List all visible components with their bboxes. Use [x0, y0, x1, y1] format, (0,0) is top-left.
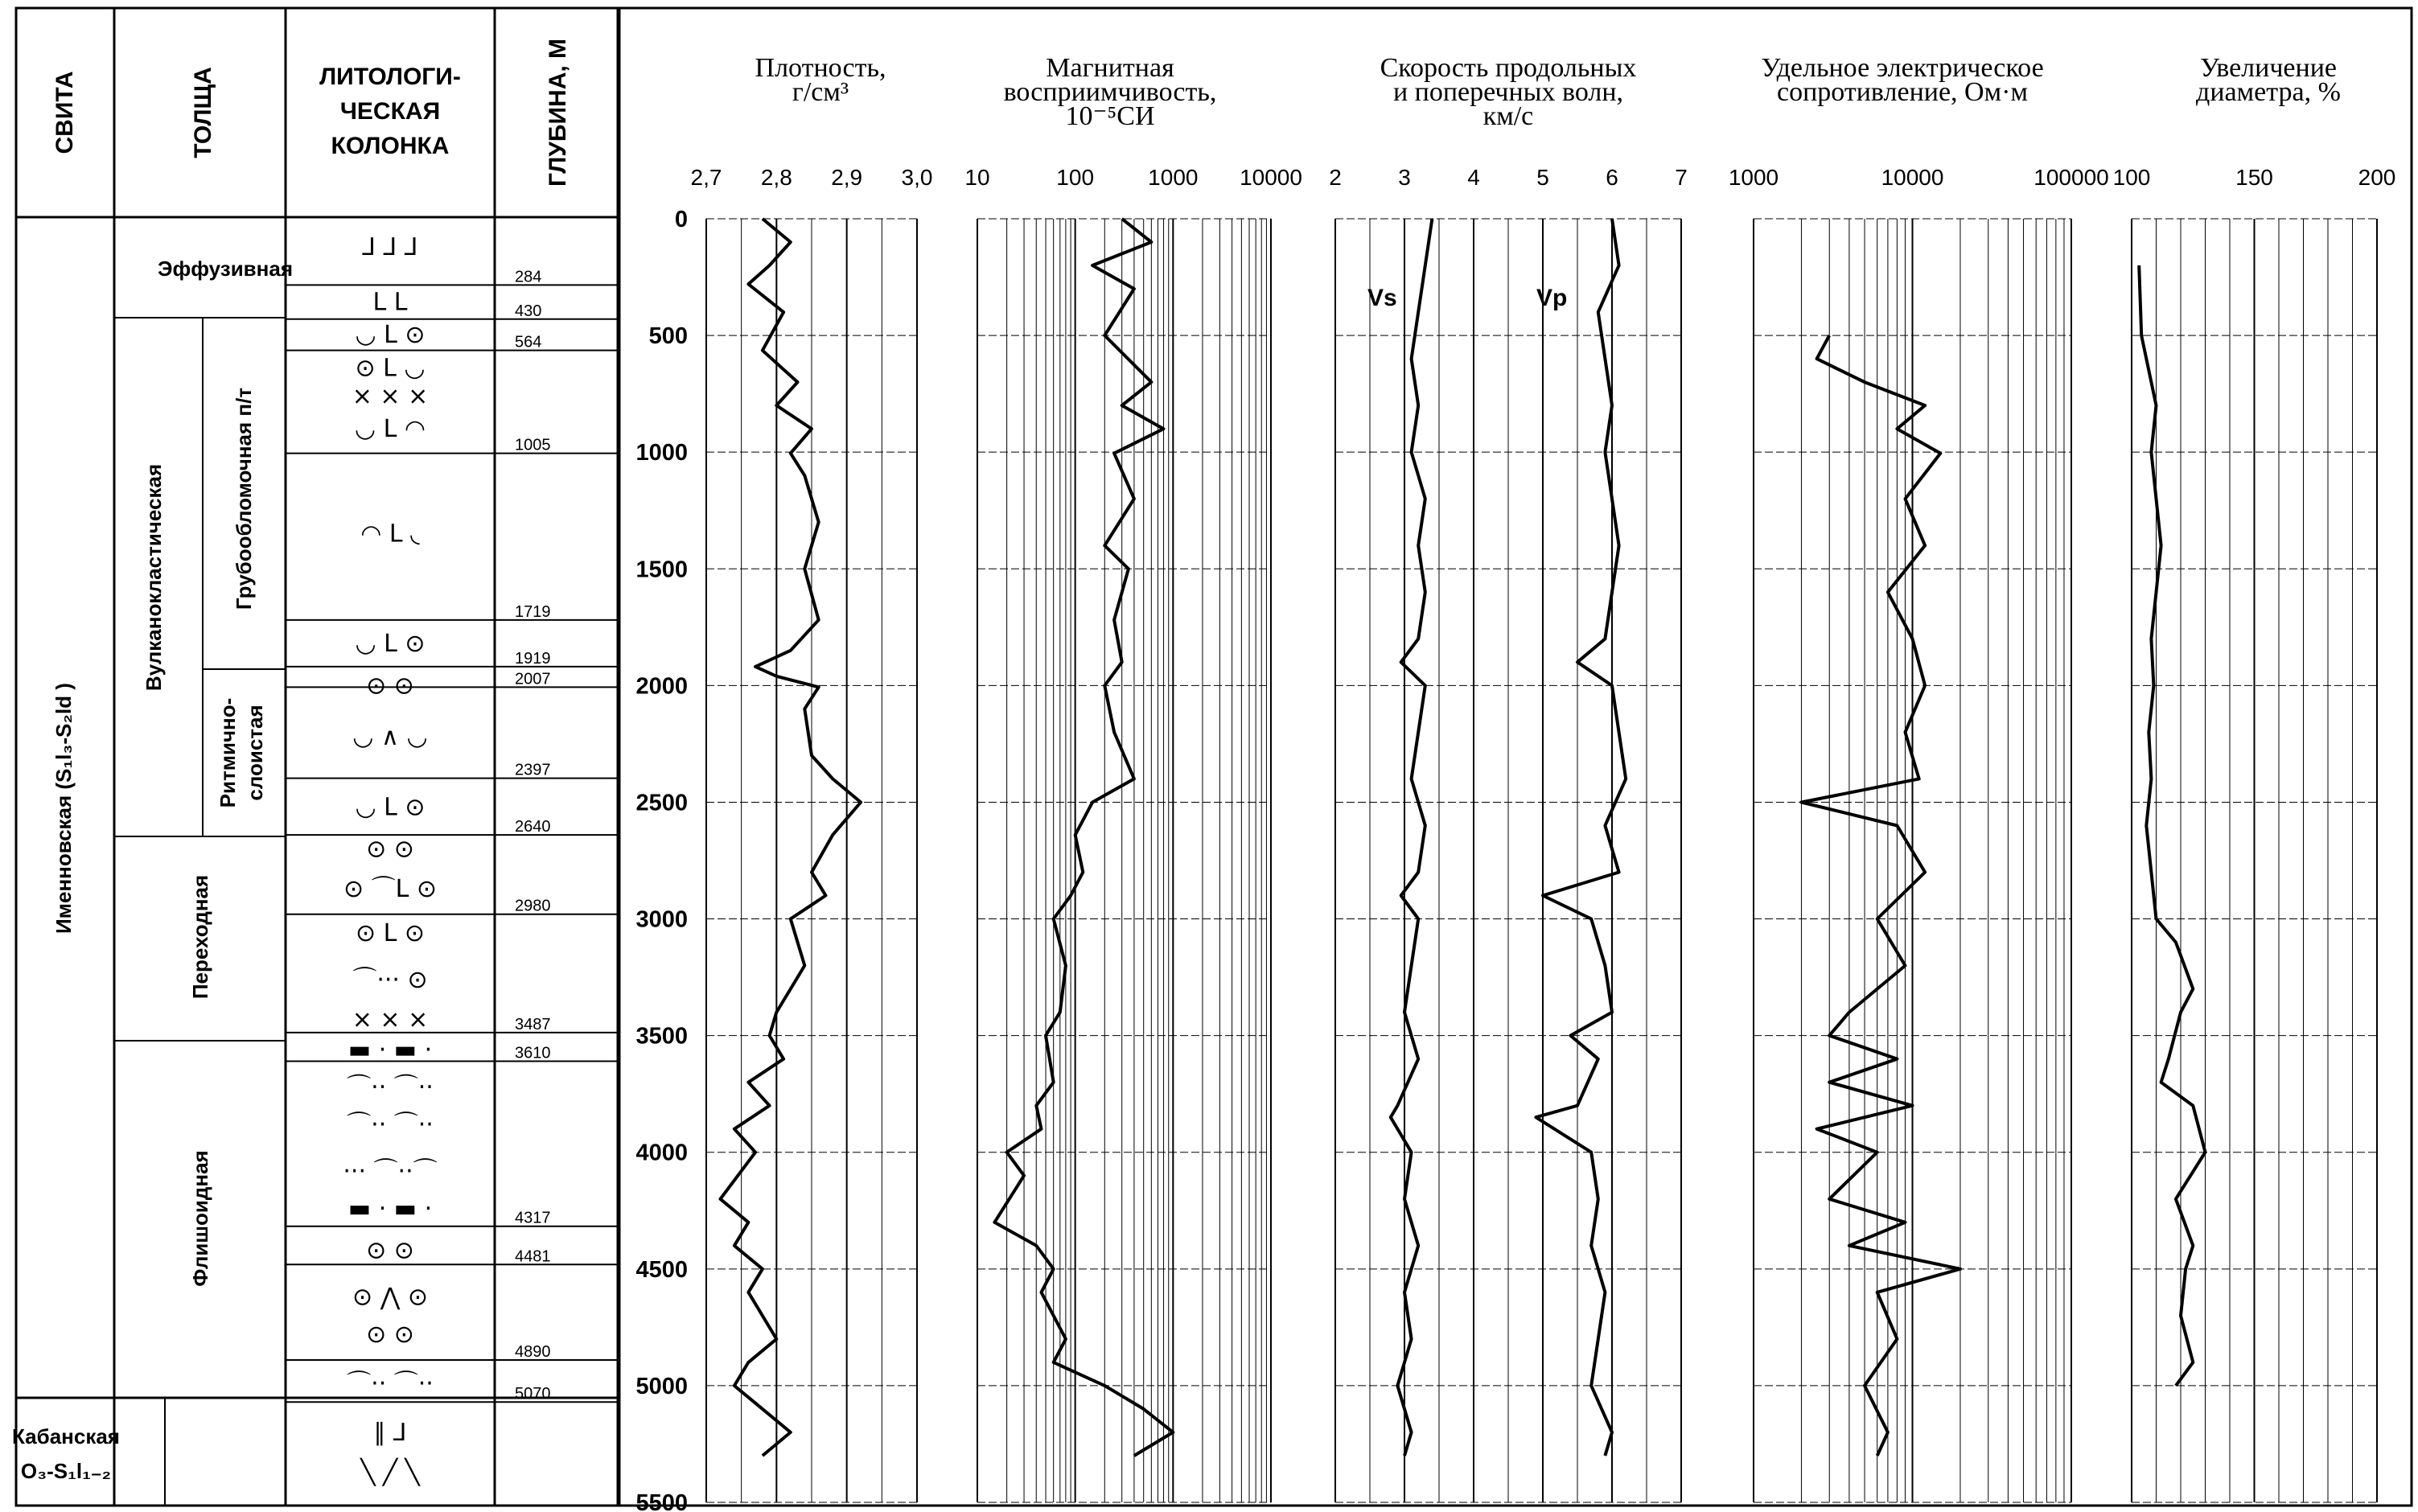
strat-table-frame: [16, 8, 618, 1506]
depth-tick-label: 3500: [635, 1023, 688, 1050]
track-title: Удельное электрическое: [1761, 53, 2044, 83]
lithology-symbol: ◡ L ⊙: [355, 630, 426, 659]
header-lith-2: ЧЕСКАЯ: [339, 98, 441, 125]
depth-mark-label: 2397: [515, 761, 551, 779]
x-tick-label: 1000: [1148, 165, 1199, 190]
depth-tick-label: 0: [674, 207, 688, 232]
header-lith-1: ЛИТОЛОГИ-: [319, 64, 461, 90]
x-tick-label: 100: [2112, 165, 2151, 190]
lithology-symbol: ⊙ ⊙: [366, 672, 414, 701]
log-track-2: [964, 53, 1302, 1502]
lithology-symbol: ⊙ ⊙: [366, 1321, 414, 1350]
tolshcha-ritmichno-label-2: слоистая: [243, 705, 267, 801]
tolshcha-ritmichno-label-1: Ритмично-: [216, 697, 240, 808]
lithology-symbol: ⊙ ⌒L ⊙: [343, 874, 438, 903]
log-tracks: [691, 53, 2396, 1502]
depth-tick-label: 1000: [635, 440, 688, 466]
x-tick-label: 100000: [2034, 165, 2109, 190]
lithology-symbol: ∥ ⅃: [373, 1418, 407, 1447]
x-tick-label: 10: [964, 165, 990, 190]
track-title: Магнитная: [1046, 53, 1174, 83]
depth-mark-label: 4317: [515, 1209, 551, 1227]
track-title: и поперечных волн,: [1392, 77, 1624, 107]
track-title: Увеличение: [2199, 53, 2338, 83]
depth-tick-label: 1500: [635, 557, 688, 583]
depth-mark-label: 3610: [515, 1044, 551, 1062]
depth-tick-label: 5500: [635, 1490, 688, 1512]
track-title: Скорость продольных: [1380, 53, 1637, 83]
header-tolshcha: ТОЛЩА: [190, 67, 216, 158]
depth-mark-label: 4890: [515, 1342, 551, 1361]
depth-tick-label: 4000: [635, 1140, 688, 1166]
x-tick-label: 10000: [1240, 165, 1302, 190]
x-tick-label: 2,7: [690, 165, 722, 190]
depth-tick-label: 4500: [635, 1256, 688, 1283]
lithology-boundaries: [286, 285, 618, 1402]
chart-frame: [619, 8, 2412, 1506]
x-tick-label: 200: [2358, 165, 2396, 190]
depth-mark-label: 3487: [515, 1015, 551, 1033]
lithology-symbol: ⊙ L ◡: [355, 354, 426, 383]
x-tick-label: 7: [1675, 165, 1688, 190]
lithology-symbol: ◡ L ◠: [354, 415, 426, 444]
depth-mark-label: 430: [515, 302, 542, 320]
lithology-symbol: ⌒·· ⌒··: [347, 1073, 434, 1102]
series-line-track-4: [1802, 335, 1961, 1456]
tolshcha-vulkanoklast-label: Вулканокластическая: [142, 463, 166, 692]
lithology-symbol: ◡ L ⊙: [355, 793, 426, 822]
tolshcha-grubo-label: Грубообломочная п/т: [232, 387, 256, 610]
lithology-symbol: L L: [372, 288, 408, 317]
depth-tick-label: 5000: [635, 1373, 688, 1399]
lithology-symbol: ▬ · ▬ ·: [347, 1194, 433, 1223]
depth-mark-label: 2640: [515, 818, 551, 836]
track-title: км/с: [1482, 101, 1534, 131]
lithology-symbol: ⌒·· ⌒··: [347, 1370, 434, 1399]
depth-tick-label: 2500: [635, 790, 688, 816]
svita-bottom-label-1: Кабанская: [12, 1424, 120, 1448]
depth-mark-label: 284: [515, 268, 542, 286]
svita-bottom-label-2: O₃-S₁l₁₋₂: [20, 1459, 112, 1483]
depth-tick-label: 500: [648, 323, 688, 350]
track-title: сопротивление, Ом·м: [1777, 77, 2028, 107]
x-tick-label: 1000: [1728, 165, 1779, 190]
series-label: Vp: [1536, 285, 1568, 311]
track-title: диаметра, %: [2196, 77, 2341, 107]
log-track-1: [691, 53, 933, 1502]
x-tick-label: 2,9: [831, 165, 863, 190]
x-tick-label: 4: [1467, 165, 1480, 190]
log-track-5: [2113, 53, 2396, 1502]
track-title: г/см³: [792, 77, 849, 107]
tolshcha-effuzivnaya-label: Эффузивная: [158, 257, 293, 281]
lithology-symbol: ⌒··· ⊙: [352, 965, 428, 994]
depth-mark-label: 1919: [515, 649, 551, 668]
x-tick-label: 10000: [1881, 165, 1944, 190]
x-tick-label: 100: [1056, 165, 1095, 190]
series-line-vs: [1391, 219, 1433, 1456]
x-tick-label: 3,0: [901, 165, 933, 190]
lithology-symbol: ⊙ ⊙: [366, 1236, 414, 1265]
x-tick-label: 3: [1398, 165, 1411, 190]
lithology-symbol: × × ×: [352, 382, 429, 411]
x-tick-label: 2: [1329, 165, 1342, 190]
header-lith-3: КОЛОНКА: [331, 133, 450, 159]
lithology-symbols: [343, 233, 437, 1486]
track-title: восприимчивость,: [1003, 77, 1217, 107]
track-title: 10⁻⁵СИ: [1065, 101, 1155, 131]
series-line-track-2: [994, 219, 1173, 1456]
tolshcha-perekhodnaya-label: Переходная: [188, 874, 212, 1000]
log-track-3: [1329, 53, 1688, 1502]
depth-mark-label: 5070: [515, 1385, 551, 1403]
x-tick-label: 150: [2235, 165, 2273, 190]
log-track-4: [1729, 53, 2109, 1502]
depth-axis: [635, 207, 688, 1512]
depth-tick-label: 3000: [635, 906, 688, 933]
lithology-symbol: ◡ L ⊙: [355, 321, 426, 350]
depth-marks: [515, 268, 551, 1403]
lithology-symbol: ╲ ╱ ╲: [360, 1458, 420, 1487]
lithology-symbol: ◠ L ◟: [360, 520, 420, 549]
series-line-track-5: [2139, 265, 2205, 1386]
lithology-symbol: ⊙ ⋀ ⊙: [352, 1283, 428, 1312]
x-tick-label: 5: [1536, 165, 1549, 190]
tolshcha-flishoidnaya-label: Флишоидная: [188, 1150, 212, 1287]
depth-mark-label: 1719: [515, 602, 551, 621]
lithology-symbol: ▬ · ▬ ·: [347, 1036, 433, 1065]
depth-mark-label: 2007: [515, 670, 551, 688]
x-tick-label: 2,8: [760, 165, 792, 190]
depth-tick-label: 2000: [635, 673, 688, 700]
header-depth: ГЛУБИНА, М: [545, 38, 571, 187]
depth-mark-label: 2980: [515, 897, 551, 915]
series-label: Vs: [1367, 285, 1397, 311]
lithology-symbol: × × ×: [352, 1005, 429, 1034]
strat-table: [16, 8, 618, 1506]
lithology-symbol: ⌒·· ⌒··: [347, 1110, 434, 1139]
track-title: Плотность,: [755, 53, 886, 83]
header-svita: СВИТА: [51, 71, 78, 154]
x-tick-label: 6: [1606, 165, 1618, 190]
depth-mark-label: 564: [515, 333, 542, 351]
lithology-symbol: ◡ ∧ ◡: [352, 723, 428, 752]
lithology-symbol: ⊙ ⊙: [366, 835, 414, 864]
lithology-symbol: ⊙ L ⊙: [355, 918, 426, 947]
lithology-symbol: ··· ⌒··⌒: [343, 1157, 438, 1185]
lithology-symbol: ⅃ ⅃ ⅃: [362, 232, 418, 261]
svita-main-label: Именновская (S₁l₃-S₂ld ): [51, 683, 76, 934]
depth-mark-label: 4481: [515, 1247, 551, 1266]
depth-mark-label: 1005: [515, 436, 551, 454]
